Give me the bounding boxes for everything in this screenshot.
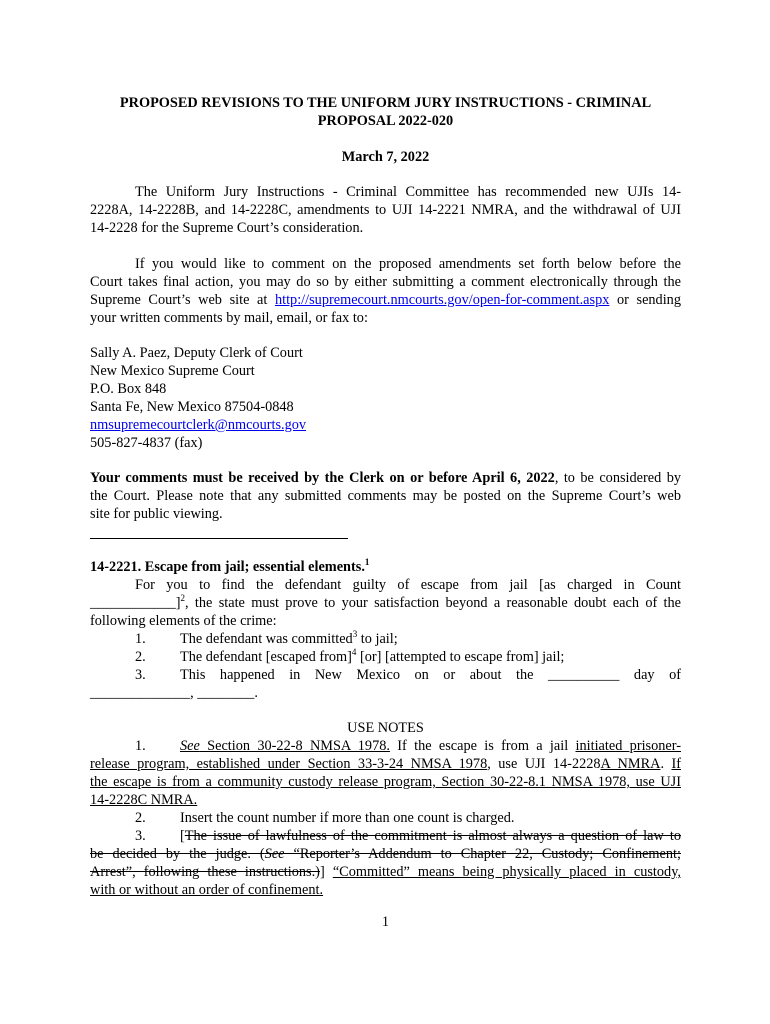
text: 14-2228C NMRA. xyxy=(90,792,198,808)
address-org: New Mexico Supreme Court xyxy=(90,363,255,379)
use-note-1-line-3: the escape is from a community custody release program, Section 30-22-8.1 NMSA 1978, use UJI xyxy=(90,774,681,790)
struck-text: The issue of lawfulness of the commitment is almost always a question of law to xyxy=(184,828,681,844)
text: or sending xyxy=(609,292,681,308)
text: be decided by the judge. ( xyxy=(90,846,265,862)
use-note-3-line-4 xyxy=(90,881,681,899)
element-item-1 xyxy=(90,630,681,648)
item-number: 1. xyxy=(135,631,146,647)
intro-paragraph-2-line-2: Court takes final action, you may do so by either submitting a comment electronically through the xyxy=(90,274,681,290)
text: [or] [attempted to escape from] jail; xyxy=(356,649,565,665)
text: See xyxy=(180,738,200,754)
item-number: 3. xyxy=(135,667,146,683)
document-date: March 7, 2022 xyxy=(341,149,430,165)
address-name: Sally A. Paez, Deputy Clerk of Court xyxy=(90,345,303,361)
address-fax: 505-827-4837 (fax) xyxy=(90,435,203,451)
document-title-line2: PROPOSAL 2022-020 xyxy=(317,113,454,129)
use-notes-heading: USE NOTES xyxy=(347,720,424,736)
element-item-3 xyxy=(90,666,681,684)
use-note-3-line-2 xyxy=(90,845,681,863)
note-number: 1. xyxy=(135,738,146,754)
text: Section 30-22-8 NMSA 1978. xyxy=(199,738,390,754)
address-po-box: P.O. Box 848 xyxy=(90,381,167,397)
use-note-1-line-4 xyxy=(90,791,681,809)
date-blanks: ______________, ________. xyxy=(90,685,258,701)
use-note-1-line-2 xyxy=(90,755,681,773)
intro-paragraph-1-line-1: The Uniform Jury Instructions - Criminal Committee has recommended new UJIs 14- xyxy=(135,184,681,200)
text: See xyxy=(264,846,285,862)
footnote-marker: 1 xyxy=(364,557,370,568)
use-note-3-line-3 xyxy=(90,863,681,881)
address-email-line xyxy=(90,416,681,434)
text: [ xyxy=(180,828,185,844)
document-title-line1: PROPOSED REVISIONS TO THE UNIFORM JURY INSTRUCTIONS - CRIMINAL xyxy=(119,95,652,111)
footnote-marker: 3 xyxy=(352,629,358,640)
page-number: 1 xyxy=(381,914,390,930)
element-item-2 xyxy=(90,648,681,666)
text: The defendant was committed xyxy=(180,631,353,647)
intro-paragraph-1-line-2: 2228A, 14-2228B, and 14-2228C, amendments to UJI 14-2221 NMRA, and the withdrawal of UJI xyxy=(90,202,681,218)
text: 14-2221. Escape from jail; essential elements. xyxy=(90,559,365,575)
instruction-body-line-2 xyxy=(90,594,681,612)
text: “Committed” means being physically placed in custody, xyxy=(332,864,681,880)
intro-paragraph-2-line-4: your written comments by mail, email, or fax to: xyxy=(90,310,368,326)
text: , the state must prove to your satisfaction beyond a reasonable doubt each of the xyxy=(185,595,681,611)
use-note-2 xyxy=(90,809,681,827)
deadline-line-1 xyxy=(90,469,681,487)
note-number: 3. xyxy=(135,828,146,844)
text: A NMRA xyxy=(600,756,661,772)
use-note-1-line-1 xyxy=(90,737,681,755)
text: Insert the count number if more than one count is charged. xyxy=(180,810,515,826)
comment-website-link[interactable]: http://supremecourt.nmcourts.gov/open-for-comment.aspx xyxy=(274,292,610,308)
text xyxy=(180,738,390,754)
use-note-3-line-1 xyxy=(90,827,681,845)
deadline-line-2: the Court. Please note that any submitted comments may be posted on the Supreme Court’s web xyxy=(90,488,681,504)
text: This happened in New Mexico on or about the __________ day of xyxy=(180,667,681,683)
text: with or without an order of confinement. xyxy=(90,882,324,898)
deadline-bold-text: Your comments must be received by the Clerk on or before April 6, 2022 xyxy=(90,470,555,486)
instruction-body-line-3: following elements of the crime: xyxy=(90,613,277,629)
intro-paragraph-2-line-1: If you would like to comment on the proposed amendments set forth below before the xyxy=(135,256,681,272)
text: initiated prisoner- xyxy=(575,738,681,754)
footnote-marker: 2 xyxy=(180,593,186,604)
text: , use UJI 14-2228 xyxy=(487,756,601,772)
item-number: 2. xyxy=(135,649,146,665)
instruction-body-line-1: For you to find the defendant guilty of escape from jail [as charged in Count xyxy=(135,577,681,593)
footnote-marker: 4 xyxy=(351,647,357,658)
intro-paragraph-1-line-3: 14-2228 for the Supreme Court’s consideration. xyxy=(90,220,364,236)
struck-text: Arrest”, following these instructions.) xyxy=(90,864,320,880)
intro-paragraph-2-line-3 xyxy=(90,291,681,309)
instruction-heading xyxy=(90,558,681,576)
text: If xyxy=(671,756,681,772)
text: If the escape is from a jail xyxy=(389,738,576,754)
text: The defendant [escaped from] xyxy=(180,649,352,665)
struck-text xyxy=(90,846,681,862)
text: ] xyxy=(319,864,333,880)
text: “Reporter’s Addendum to Chapter 22, Custody; Confinement; xyxy=(284,846,681,862)
deadline-line-3: site for public viewing. xyxy=(90,506,223,522)
clerk-email-link[interactable]: nmsupremecourtclerk@nmcourts.gov xyxy=(90,417,307,433)
separator-rule xyxy=(90,538,348,539)
address-city: Santa Fe, New Mexico 87504-0848 xyxy=(90,399,294,415)
text: to jail; xyxy=(357,631,398,647)
note-number: 2. xyxy=(135,810,146,826)
text: . xyxy=(660,756,672,772)
text: release program, established under Section 33-3-24 NMSA 1978 xyxy=(90,756,488,772)
count-blank: ____________] xyxy=(90,595,181,611)
text: , to be considered by xyxy=(554,470,681,486)
text: Supreme Court’s web site at xyxy=(90,292,275,308)
